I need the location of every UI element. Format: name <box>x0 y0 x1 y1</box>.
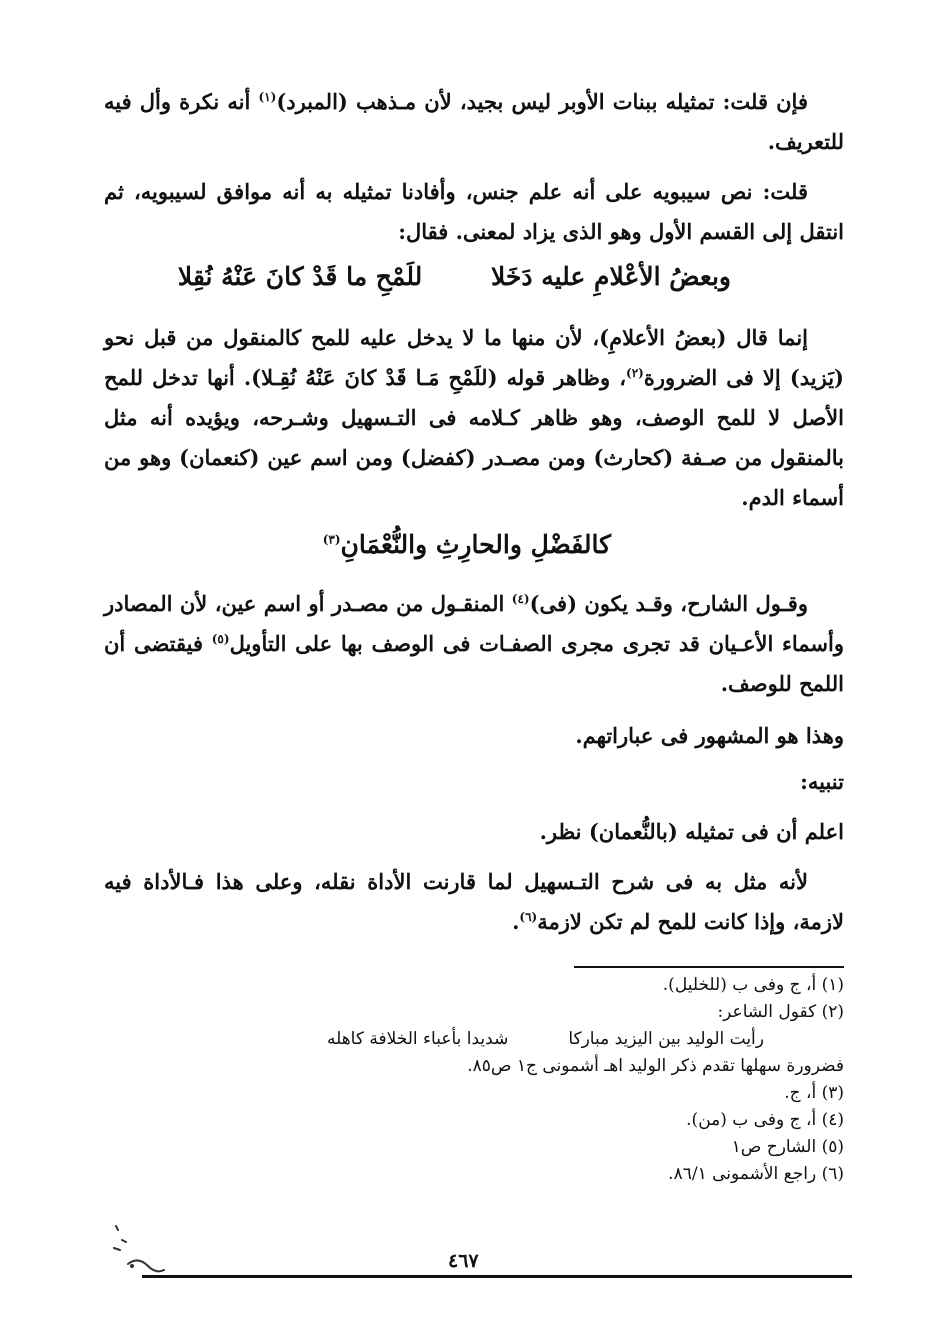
verse-2-text: كالفَضْلِ والحارِثِ والنُّعْمَانِ <box>340 530 611 559</box>
paragraph-2 <box>104 172 844 252</box>
footnote-1: (١) أ، ج وفى ب (للخليل). <box>662 975 844 995</box>
verse-2 <box>323 530 611 559</box>
paragraph-3-text: إنما قال (بعضُ الأعلامِ)، لأن منها ما لا يدخل عليه للمح كالمنقول من قبل نحو (يَزيد) إلا فى الضرورة <box>104 325 844 390</box>
paragraph-3-text-rest: ، وظاهر قوله (للَمْحِ مَـا قَدْ كانَ عَنْهُ نُقِـلا). أنها تدخل للمح الأصل لا للمح الوصف، وهو ظاهر كـلامه فى التـسهيل وشـرحه، ويؤيده أنه مثل بالمنقول من صـفة (كحارث) ومن مصـدر (كفضل) ومن اسم عين (كنعمان) وهو من أسماء الدم. <box>104 365 844 510</box>
footnote-4: (٤) أ، ج وفى ب (من). <box>686 1110 844 1130</box>
footnotes <box>84 972 844 1188</box>
paragraph-8 <box>104 862 844 942</box>
paragraph-1-text: فإن قلت: تمثيله ببنات الأوبر ليس بجيد، لأن مـذهب (المبرد) <box>276 89 808 114</box>
paragraph-1-text-rest: أنه نكرة وأل فيه للتعريف. <box>104 89 844 154</box>
verse-1-second-hemistich: للَمْحِ ما قَدْ كانَ عَنْهُ نُقِلا <box>177 262 423 291</box>
footnote-ref-5: (٥) <box>211 632 230 646</box>
footnote-2: (٢) كقول الشاعر: <box>717 1002 844 1022</box>
footnote-separator <box>574 966 844 968</box>
footnote-2-verse-first: رأيت الوليد بين اليزيد مباركا <box>568 1029 764 1049</box>
verse-1-first-hemistich: وبعضُ الأعْلامِ عليه دَخَلا <box>491 262 731 291</box>
paragraph-4-text-b: المنقـول من مصـدر أو اسم عين، لأن المصادر وأسماء الأعـيان قد تجرى مجرى الصفـات فى الوصف بها على التأويل <box>104 591 844 656</box>
paragraph-8-text: لأنه مثل به فى شرح التـسهيل لما قارنت الأداة نقله، وعلى هذا فـالأداة فيه لازمة، وإذا كانت للمح لم تكن لازمة <box>104 869 844 934</box>
paragraph-4-text-c: فيقتضى أن اللمح للوصف. <box>104 631 844 696</box>
line-mashhur: وهذا هو المشهور فى عباراتهم. <box>575 723 844 748</box>
paragraph-1 <box>104 82 844 162</box>
paragraph-2-text: قلت: نص سيبويه على أنه علم جنس، وأفادنا تمثيله به أنه موافق لسيبويه، ثم انتقل إلى القسم الأول وهو الذى يزاد لمعنى. فقال: <box>104 179 844 244</box>
footnote-ref-2: (٢) <box>626 366 644 380</box>
footnote-2-note: فضرورة سهلها تقدم ذكر الوليد اهـ أشمونى ج١ ص٨٥. <box>467 1056 844 1076</box>
footnote-2-verse <box>84 1026 844 1053</box>
paragraph-4 <box>104 584 844 704</box>
footnote-ref-6: (٦) <box>519 910 538 924</box>
line-nazar: اعلم أن فى تمثيله (بالنُّعمان) نظر. <box>539 819 844 844</box>
footnote-6: (٦) راجع الأشمونى ٨٦/١. <box>668 1164 844 1184</box>
paragraph-4-text-a: وقـول الشارح، وقـد يكون (فى) <box>529 591 808 616</box>
footnote-ref-4: (٤) <box>511 592 530 606</box>
footnote-2-verse-second: شديدا بأعباء الخلافة كاهله <box>326 1029 509 1049</box>
footnote-5: (٥) الشارح ص١ <box>731 1137 844 1157</box>
bottom-rule <box>142 1275 852 1278</box>
footnote-3: (٣) أ، ج. <box>784 1083 844 1103</box>
footnote-ref-3: (٣) <box>322 532 341 547</box>
footnote-ref-1: (١) <box>258 90 277 104</box>
paragraph-3 <box>104 318 844 518</box>
tanbih-heading: تنبيه: <box>800 769 844 794</box>
verse-1 <box>178 262 731 291</box>
corner-mark-icon <box>108 1220 168 1280</box>
paragraph-8-end: . <box>512 909 520 934</box>
page-number: ٤٦٧ <box>448 1250 479 1272</box>
